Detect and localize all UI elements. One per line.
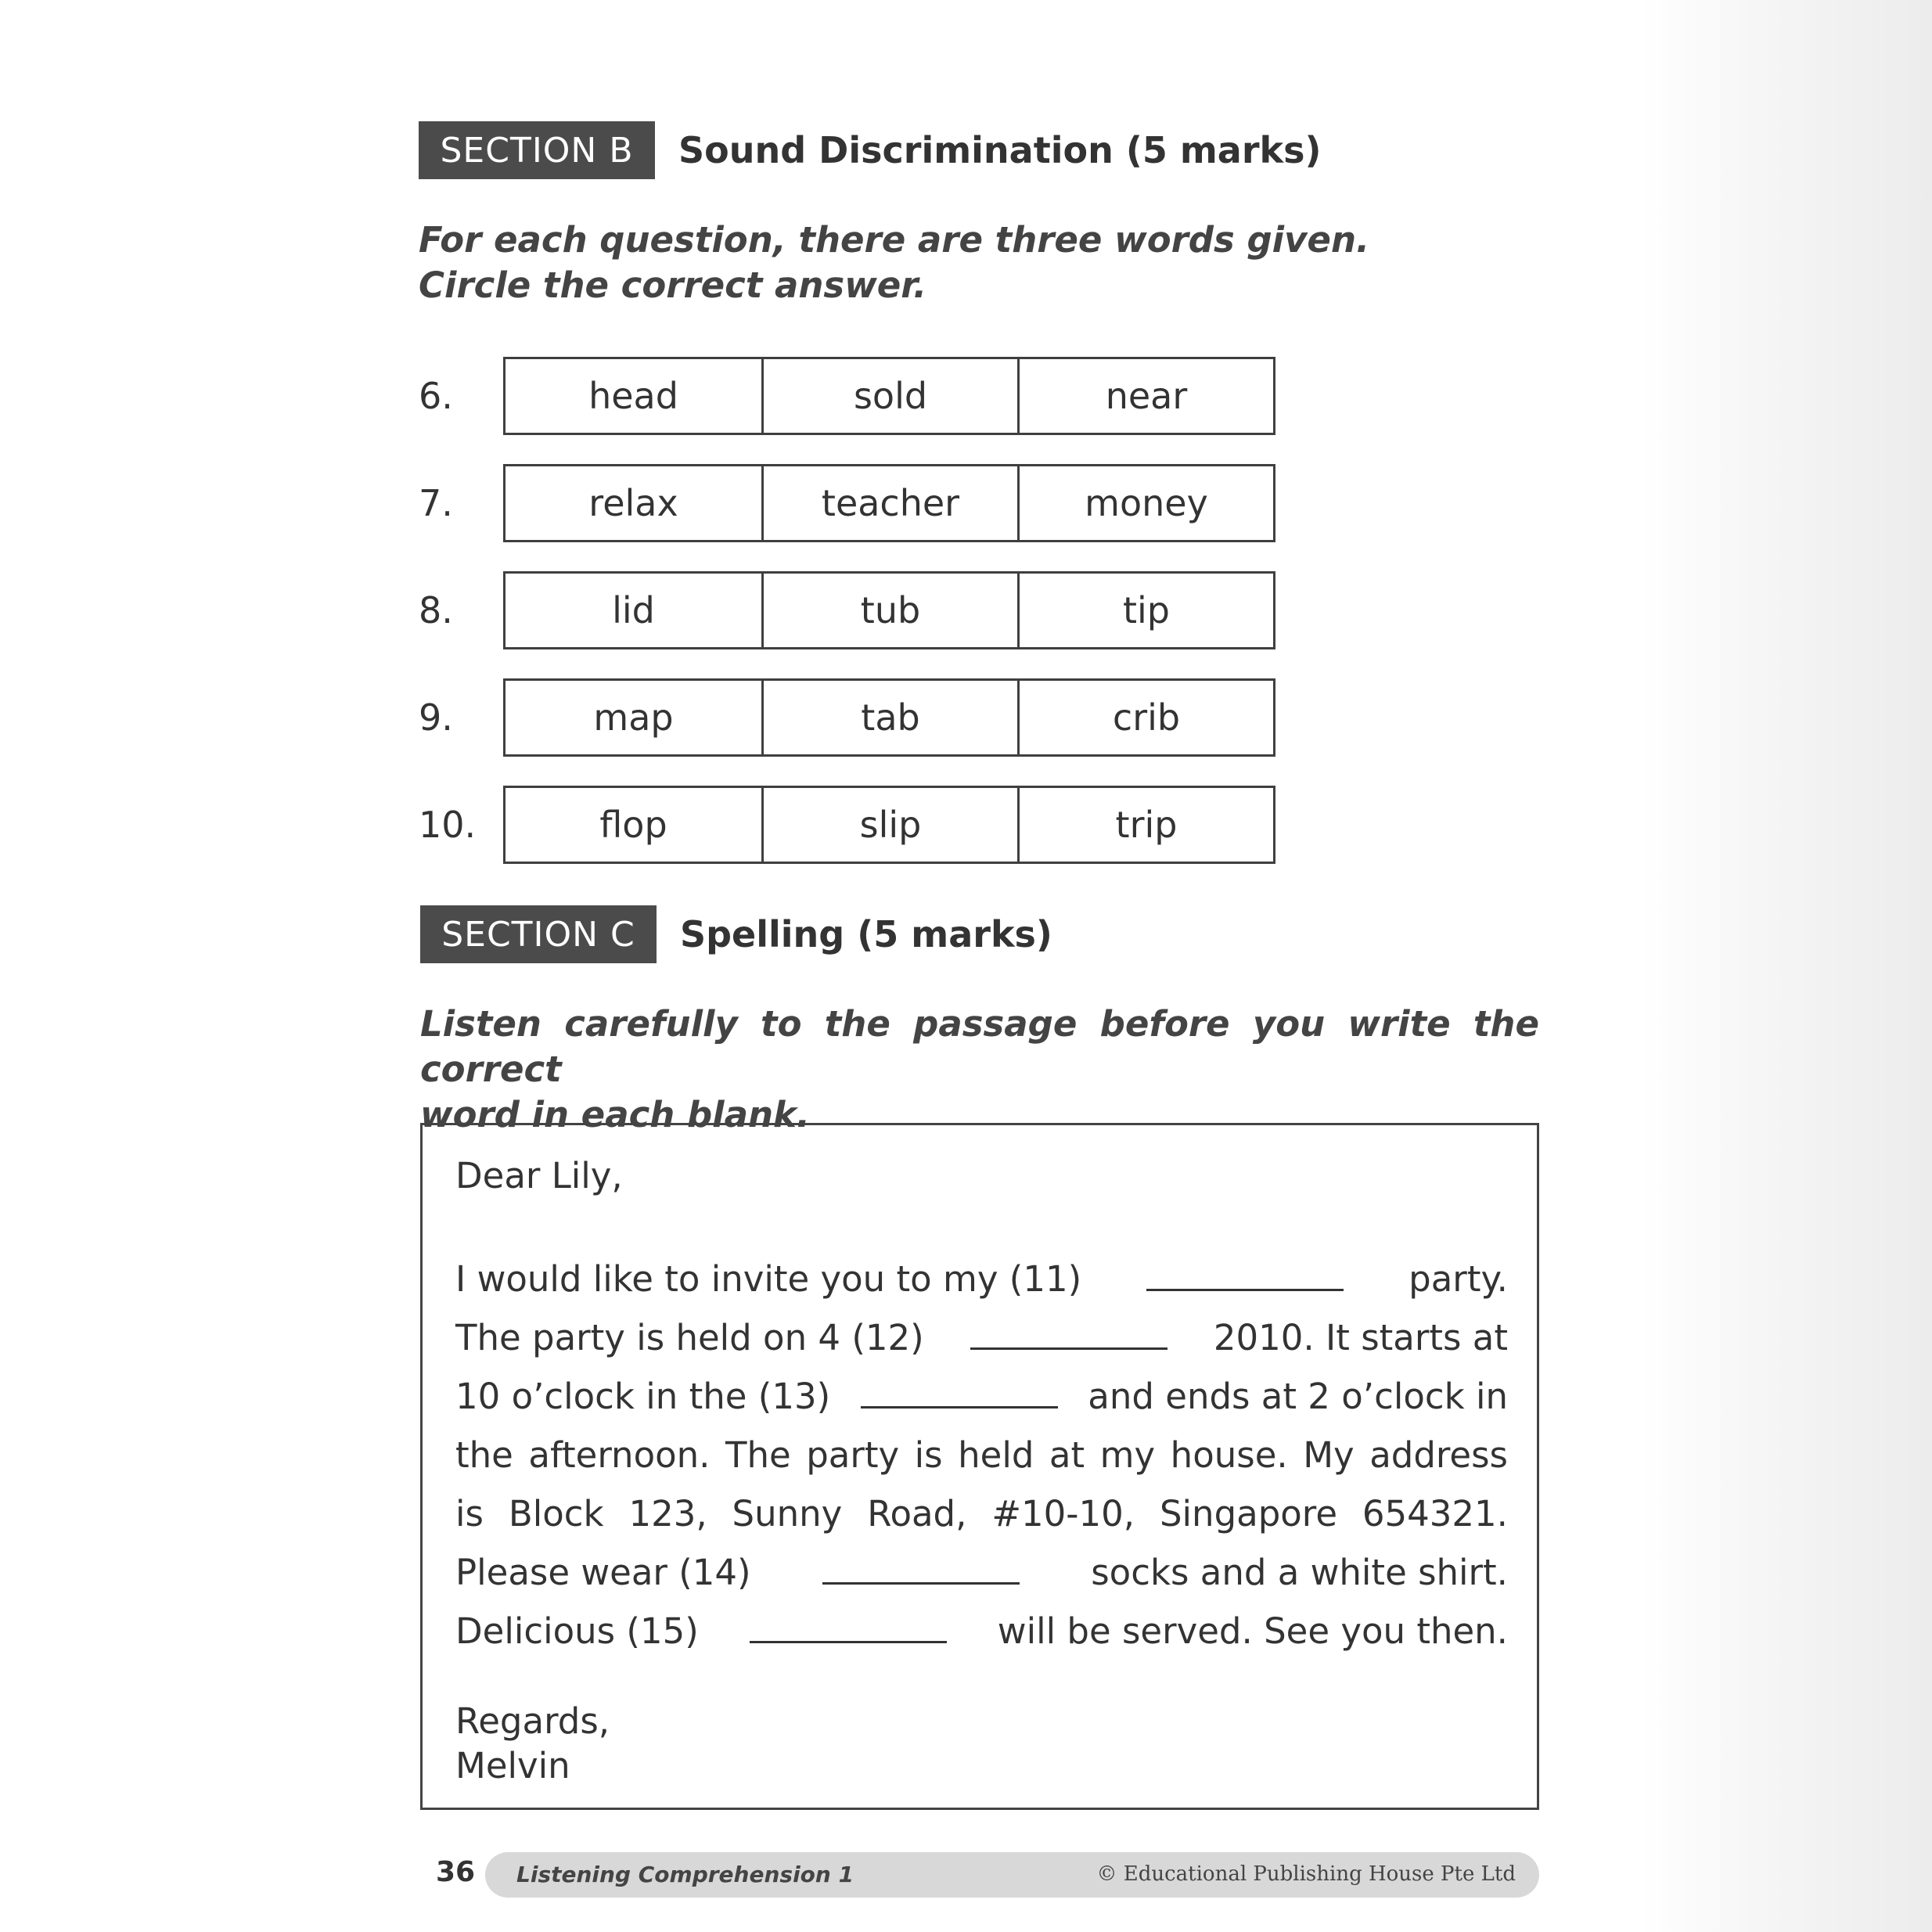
option-word[interactable]: sold (761, 359, 1017, 433)
letter-line-6 (455, 1552, 1508, 1593)
section-b-instructions (419, 218, 1369, 308)
section-c-header (420, 905, 1052, 963)
footer-bar (485, 1852, 1539, 1898)
letter-greeting: Dear Lily, (455, 1155, 623, 1196)
options-box (503, 786, 1275, 864)
option-word[interactable]: money (1017, 466, 1273, 540)
section-c-title: Spelling (5 marks) (680, 913, 1052, 955)
letter-text: party. (1409, 1258, 1508, 1300)
question-10 (419, 783, 1275, 866)
letter-text: socks and a white shirt. (1091, 1552, 1508, 1593)
letter-text: Delicious (15) (455, 1610, 699, 1652)
page-edge-shadow (1639, 0, 1932, 1932)
instruction-line (420, 1002, 1539, 1092)
question-8 (419, 569, 1275, 652)
letter-text: Please wear (14) (455, 1552, 751, 1593)
instruction-line: Circle the correct answer. (419, 264, 927, 306)
letter-line-2 (455, 1317, 1508, 1358)
options-box (503, 464, 1275, 542)
question-7 (419, 462, 1275, 545)
blank-14[interactable] (822, 1582, 1020, 1585)
question-9 (419, 676, 1275, 759)
option-word[interactable]: map (593, 696, 674, 739)
option-word[interactable]: tab (761, 681, 1017, 754)
letter-line-4: the afternoon. The party is held at my house. My address (455, 1434, 1508, 1476)
option-word[interactable]: slip (761, 788, 1017, 862)
letter-signature: Melvin (455, 1745, 570, 1786)
options-box (503, 678, 1275, 757)
question-number: 10. (419, 804, 477, 846)
question-number: 8. (419, 589, 453, 631)
letter-line-3 (455, 1376, 1508, 1417)
section-c-instructions (420, 1002, 1539, 1138)
option-word[interactable]: relax (588, 482, 678, 524)
blank-12[interactable] (970, 1347, 1167, 1350)
question-number: 9. (419, 696, 453, 739)
section-b-header (419, 121, 1322, 179)
letter-closing: Regards, (455, 1700, 610, 1742)
option-word[interactable]: teacher (761, 466, 1017, 540)
option-word[interactable]: head (588, 375, 678, 417)
instruction-line: word in each blank. (420, 1094, 811, 1135)
blank-15[interactable] (750, 1641, 947, 1643)
option-word[interactable]: trip (1017, 788, 1273, 862)
letter-line-5: is Block 123, Sunny Road, #10-10, Singapore 654321. (455, 1493, 1508, 1534)
question-number: 6. (419, 375, 453, 417)
option-word[interactable]: tub (761, 574, 1017, 647)
instruction-line: For each question, there are three words given. (419, 219, 1370, 261)
option-word[interactable]: near (1017, 359, 1273, 433)
blank-11[interactable] (1146, 1289, 1344, 1291)
options-box (503, 357, 1275, 435)
letter-text: and ends at 2 o’clock in (1088, 1376, 1508, 1417)
letter-text: 10 o’clock in the (13) (455, 1376, 831, 1417)
option-word[interactable]: lid (612, 589, 655, 631)
question-6 (419, 354, 1275, 437)
letter-text: will be served. See you then. (997, 1610, 1508, 1652)
letter-text: I would like to invite you to my (11) (455, 1258, 1082, 1300)
copyright-notice: © Educational Publishing House Pte Ltd (1096, 1862, 1516, 1886)
section-c-tag: SECTION C (420, 905, 657, 963)
letter-line-7 (455, 1610, 1508, 1652)
question-number: 7. (419, 482, 453, 524)
letter-text: 2010. It starts at (1213, 1317, 1508, 1358)
page-number: 36 (436, 1856, 476, 1888)
letter-box (420, 1123, 1539, 1810)
option-word[interactable]: tip (1017, 574, 1273, 647)
option-word[interactable]: flop (599, 804, 667, 846)
options-box (503, 571, 1275, 649)
instruction-text: Listen carefully to the passage before you write the correct (420, 1003, 1539, 1090)
letter-text: The party is held on 4 (12) (455, 1317, 924, 1358)
section-b-title: Sound Discrimination (5 marks) (678, 129, 1322, 171)
option-word[interactable]: crib (1017, 681, 1273, 754)
blank-13[interactable] (861, 1406, 1058, 1409)
book-title: Listening Comprehension 1 (516, 1862, 854, 1887)
letter-line-1 (455, 1258, 1508, 1300)
section-b-tag: SECTION B (419, 121, 655, 179)
